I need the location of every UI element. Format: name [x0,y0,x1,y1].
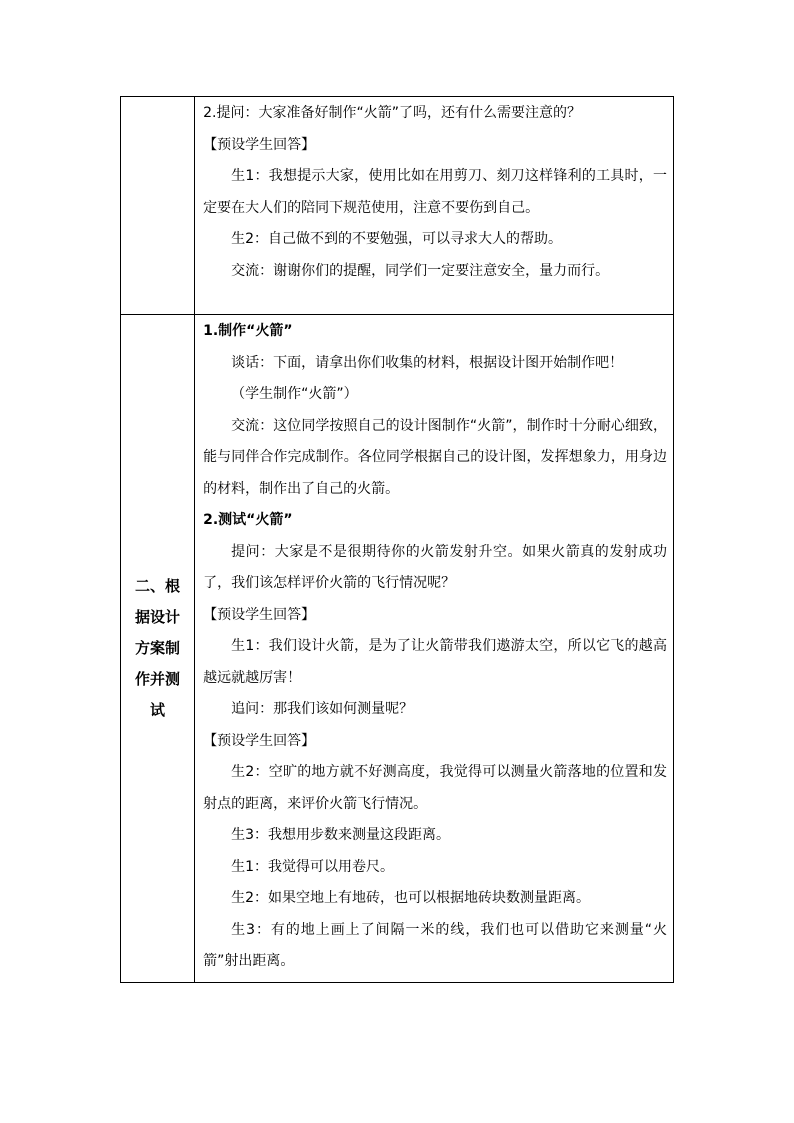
paragraph: 【预设学生回答】 [203,732,316,749]
paragraph: 生2：如果空地上有地砖，也可以根据地砖块数测量距离。 [231,890,591,906]
lesson-plan-table [120,96,674,983]
paragraph: 生3：有的地上画上了间隔一米的线，我们也可以借助它来测量“火箭”射出距离。 [203,921,667,969]
paragraph: 2.提问：大家准备好制作“火箭”了吗，还有什么需要注意的？ [203,105,581,121]
paragraph: 生3：我想用步数来测量这段距离。 [231,827,451,843]
paragraph: 生2：自己做不到的不要勉强，可以寻求大人的帮助。 [231,231,563,247]
section-label-line: 二、根 [135,576,181,595]
paragraph: （学生制作“火箭”） [231,386,358,402]
paragraph: 交流：谢谢你们的提醒，同学们一定要注意安全，量力而行。 [231,262,610,279]
section-heading: 2.测试“火箭” [203,512,293,528]
section-label-cell [121,315,195,983]
section-label-line: 方案制 [135,638,181,657]
table-row [121,97,674,315]
table-row [121,315,674,983]
section-heading: 1.制作“火箭” [203,323,293,339]
paragraph: 谈话：下面，请拿出你们收集的材料，根据设计图开始制作吧！ [231,354,624,371]
section-label-line: 试 [150,700,166,719]
content-cell [195,315,674,983]
paragraph: 生1：我们设计火箭，是为了让火箭带我们遨游太空，所以它飞的越高越远就越厉害！ [203,638,667,686]
paragraph: 生1：我觉得可以用卷尺。 [231,858,395,875]
section-label-line: 作并测 [135,669,181,688]
section-label-line: 据设计 [135,607,181,626]
paragraph: 【预设学生回答】 [203,136,316,153]
section-label-cell [121,97,195,315]
content-cell [195,97,674,315]
paragraph: 生2：空旷的地方就不好测高度，我觉得可以测量火箭落地的位置和发射点的距离，来评价火箭飞行情况。 [203,764,667,812]
paragraph: 追问：那我们该如何测量呢？ [231,701,414,717]
paragraph: 【预设学生回答】 [203,606,316,623]
paragraph: 提问：大家是不是很期待你的火箭发射升空。如果火箭真的发射成功了，我们该怎样评价火箭的飞行情况呢？ [203,543,667,591]
paragraph: 生1：我想提示大家，使用比如在用剪刀、刻刀这样锋利的工具时，一定要在大人们的陪同下规范使用，注意不要伤到自己。 [203,168,667,216]
paragraph: 交流：这位同学按照自己的设计图制作“火箭”，制作时十分耐心细致，能与同伴合作完成制作。各位同学根据自己的设计图，发挥想象力，用身边的材料，制作出了自己的火箭。 [203,417,667,497]
